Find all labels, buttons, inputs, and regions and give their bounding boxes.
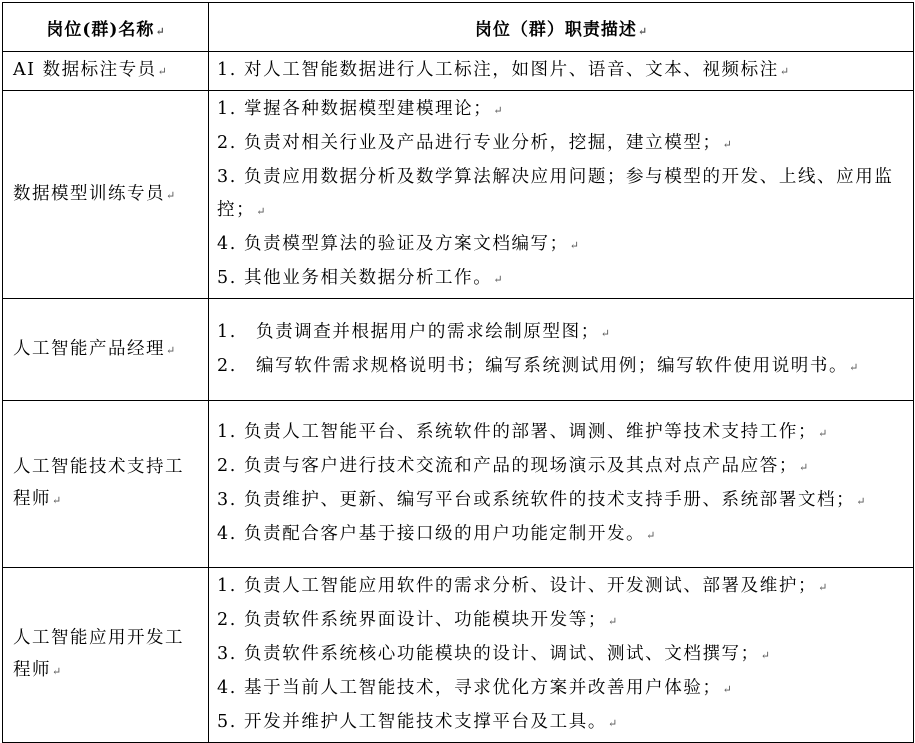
paragraph-mark-icon: ↵ (798, 461, 809, 474)
duty-item: 5. 其他业务相关数据分析工作。↵ (217, 268, 503, 288)
header-duties: 岗位（群）职责描述↵ (209, 3, 914, 52)
paragraph-mark-icon: ↵ (760, 649, 770, 662)
job-duties-cell (209, 568, 914, 743)
job-name-cell: 数据模型训练专员↵ (3, 91, 209, 299)
paragraph-mark-icon: ↵ (166, 188, 176, 202)
job-duties-cell (209, 52, 914, 91)
duty-item: 2. 负责软件系统界面设计、功能模块开发等；↵ (217, 610, 618, 630)
duty-item: 5. 开发并维护人工智能技术支撑平台及工具。↵ (217, 712, 618, 732)
paragraph-mark-icon: ↵ (779, 65, 790, 78)
job-duties-cell (209, 91, 914, 299)
table-row (3, 91, 914, 299)
paragraph-mark-icon: ↵ (569, 239, 579, 252)
duty-item: 2. 负责对相关行业及产品进行专业分析，挖掘，建立模型；↵ (217, 133, 732, 153)
paragraph-mark-icon: ↵ (722, 138, 732, 151)
table-row (3, 568, 914, 743)
header-name: 岗位(群)名称↵ (3, 3, 209, 52)
paragraph-mark-icon: ↵ (637, 24, 648, 38)
paragraph-mark-icon: ↵ (493, 273, 503, 286)
duty-item: 4. 负责模型算法的验证及方案文档编写；↵ (217, 234, 579, 254)
paragraph-mark-icon: ↵ (166, 343, 176, 357)
job-name-cell: 人工智能应用开发工程师↵ (3, 568, 209, 743)
paragraph-mark-icon: ↵ (600, 326, 611, 340)
job-duties-cell (209, 401, 914, 568)
duty-item: 3. 负责维护、更新、编写平台或系统软件的技术支持手册、系统部署文档；↵ (217, 490, 866, 510)
job-name-cell: 人工智能技术支持工程师↵ (3, 401, 209, 568)
table-row (3, 401, 914, 568)
paragraph-mark-icon: ↵ (849, 360, 859, 374)
job-duties-table (2, 2, 914, 743)
duty-item: 4. 负责配合客户基于接口级的用户功能定制开发。↵ (217, 524, 656, 544)
paragraph-mark-icon: ↵ (493, 104, 503, 117)
paragraph-mark-icon: ↵ (818, 427, 828, 440)
paragraph-mark-icon: ↵ (52, 665, 62, 678)
paragraph-mark-icon: ↵ (856, 495, 866, 508)
paragraph-mark-icon: ↵ (52, 494, 62, 507)
paragraph-mark-icon: ↵ (155, 24, 165, 38)
paragraph-mark-icon: ↵ (256, 205, 266, 218)
job-duties-cell (209, 299, 914, 401)
duty-item: 3. 负责应用数据分析及数学算法解决应用问题；参与模型的开发、上线、应用监控；↵ (217, 167, 894, 220)
job-name-cell: 人工智能产品经理↵ (3, 299, 209, 401)
duty-item: 1. 负责人工智能平台、系统软件的部署、调测、维护等技术支持工作；↵ (217, 422, 828, 442)
header-row (3, 3, 914, 52)
duty-item: 2. 负责与客户进行技术交流和产品的现场演示及其点对点产品应答；↵ (217, 456, 809, 476)
paragraph-mark-icon: ↵ (722, 683, 732, 696)
paragraph-mark-icon: ↵ (646, 529, 656, 542)
job-name-cell: AI 数据标注专员↵ (3, 52, 209, 91)
duty-item: 4. 基于当前人工智能技术，寻求优化方案并改善用户体验；↵ (217, 678, 732, 698)
paragraph-mark-icon: ↵ (157, 65, 167, 78)
duty-item: 1. 掌握各种数据模型建模理论；↵ (217, 99, 503, 119)
table-row (3, 299, 914, 401)
duty-item: 1. 对人工智能数据进行人工标注，如图片、语音、文本、视频标注↵ (217, 60, 790, 80)
paragraph-mark-icon: ↵ (818, 581, 828, 594)
duty-item: 1. 负责调查并根据用户的需求绘制原型图；↵ (217, 321, 611, 342)
duty-item: 2. 编写软件需求规格说明书；编写系统测试用例；编写软件使用说明书。↵ (217, 355, 859, 376)
table-row (3, 52, 914, 91)
duty-item: 3. 负责软件系统核心功能模块的设计、调试、测试、文档撰写；↵ (217, 644, 770, 664)
paragraph-mark-icon: ↵ (607, 615, 618, 628)
paragraph-mark-icon: ↵ (607, 717, 618, 730)
duty-item: 1. 负责人工智能应用软件的需求分析、设计、开发测试、部署及维护；↵ (217, 576, 828, 596)
